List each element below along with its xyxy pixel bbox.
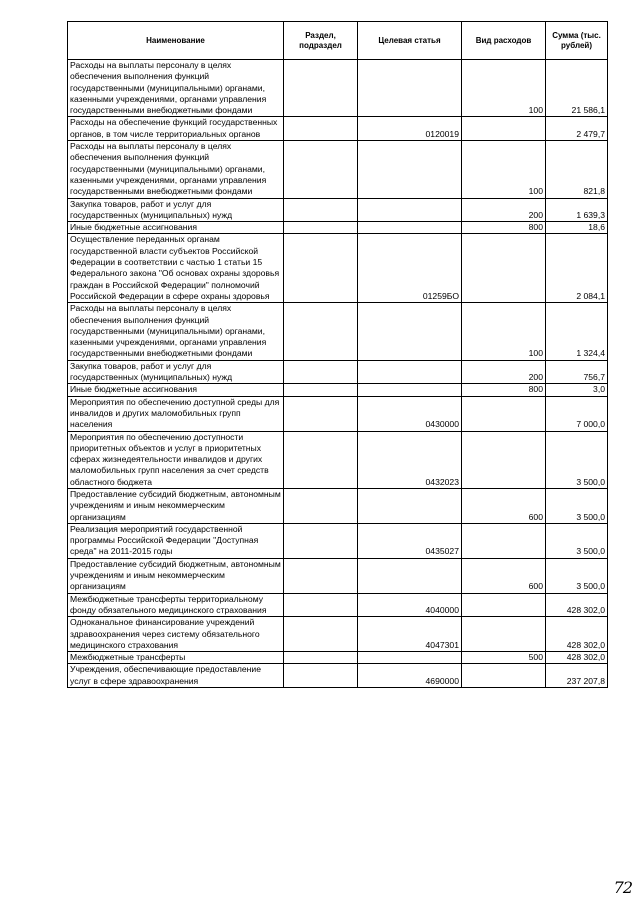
table-row [68,617,608,652]
row-section-cell [284,431,358,488]
row-type-cell: 200 [462,360,546,384]
row-section-cell [284,652,358,664]
row-target-cell [358,60,462,117]
row-sum-cell: 1 324,4 [546,303,608,360]
row-name-cell: Мероприятия по обеспечению доступности приоритетных объектов и услуг в приоритетных сферах жизнедеятельности инвалидов и других маломобильных групп населения за счет средств областного бюджета [68,431,284,488]
row-name-cell: Закупка товаров, работ и услуг для государственных (муниципальных) нужд [68,360,284,384]
row-sum-cell: 2 084,1 [546,234,608,303]
header-section: Раздел, подраздел [284,22,358,60]
row-type-cell [462,431,546,488]
table-body [68,60,608,688]
row-name-cell: Расходы на обеспечение функций государственных органов, в том числе территориальных органов [68,117,284,141]
header-sum: Сумма (тыс. рублей) [546,22,608,60]
row-target-cell [358,652,462,664]
row-name-cell: Межбюджетные трансферты [68,652,284,664]
row-section-cell [284,198,358,222]
table-row [68,234,608,303]
row-section-cell [284,617,358,652]
table-row [68,360,608,384]
row-section-cell [284,558,358,593]
row-target-cell [358,222,462,234]
table-row [68,396,608,431]
row-section-cell [284,117,358,141]
row-type-cell: 100 [462,60,546,117]
row-sum-cell: 3 500,0 [546,558,608,593]
row-name-cell: Расходы на выплаты персоналу в целях обеспечения выполнения функций государственными (муниципальными) органами, казенными учреждениями, органами управления государственными внебюджетными фондами [68,141,284,198]
header-name: Наименование [68,22,284,60]
header-type: Вид расходов [462,22,546,60]
row-target-cell: 01259БО [358,234,462,303]
table-row [68,664,608,688]
row-sum-cell: 3 500,0 [546,431,608,488]
row-section-cell [284,303,358,360]
row-target-cell: 0430000 [358,396,462,431]
row-target-cell [358,384,462,396]
row-section-cell [284,593,358,617]
row-target-cell [358,488,462,523]
header-target: Целевая статья [358,22,462,60]
row-sum-cell: 3 500,0 [546,523,608,558]
row-type-cell: 600 [462,558,546,593]
row-type-cell: 200 [462,198,546,222]
row-name-cell: Одноканальное финансирование учреждений здравоохранения через систему обязательного медицинского страхования [68,617,284,652]
row-type-cell [462,617,546,652]
row-target-cell: 0120019 [358,117,462,141]
row-type-cell: 100 [462,303,546,360]
row-target-cell [358,360,462,384]
row-name-cell: Предоставление субсидий бюджетным, автономным учреждениям и иным некоммерческим организациям [68,558,284,593]
row-name-cell: Учреждения, обеспечивающие предоставление услуг в сфере здравоохранения [68,664,284,688]
row-name-cell: Мероприятия по обеспечению доступной среды для инвалидов и других маломобильных групп населения [68,396,284,431]
row-target-cell [358,303,462,360]
row-sum-cell: 21 586,1 [546,60,608,117]
row-type-cell [462,664,546,688]
row-target-cell: 0432023 [358,431,462,488]
row-name-cell: Расходы на выплаты персоналу в целях обеспечения выполнения функций государственными (муниципальными) органами, казенными учреждениями, органами управления государственными внебюджетными фондами [68,303,284,360]
row-name-cell: Осуществление переданных органам государственной власти субъектов Российской Федерации в соответствии с частью 1 статьи 15 Федерального закона "Об основах охраны здоровья граждан в Российской Федерации" полномочий Российской Федерации в сфере охраны здоровья [68,234,284,303]
row-target-cell [358,558,462,593]
row-name-cell: Реализация мероприятий государственной программы Российской Федерации "Доступная среда" на 2011-2015 годы [68,523,284,558]
row-target-cell: 4047301 [358,617,462,652]
row-sum-cell: 237 207,8 [546,664,608,688]
row-sum-cell: 18,6 [546,222,608,234]
table-row [68,141,608,198]
row-name-cell: Иные бюджетные ассигнования [68,222,284,234]
row-sum-cell: 821,8 [546,141,608,198]
row-target-cell: 4690000 [358,664,462,688]
row-sum-cell: 2 479,7 [546,117,608,141]
row-type-cell [462,117,546,141]
row-section-cell [284,396,358,431]
row-sum-cell: 428 302,0 [546,652,608,664]
table-row [68,523,608,558]
row-sum-cell: 1 639,3 [546,198,608,222]
table-row [68,198,608,222]
row-sum-cell: 428 302,0 [546,593,608,617]
row-type-cell [462,234,546,303]
row-type-cell: 500 [462,652,546,664]
table-header-row [68,22,608,60]
row-target-cell [358,141,462,198]
row-section-cell [284,488,358,523]
row-type-cell: 800 [462,222,546,234]
row-target-cell: 0435027 [358,523,462,558]
row-sum-cell: 3,0 [546,384,608,396]
table-row [68,60,608,117]
row-name-cell: Закупка товаров, работ и услуг для государственных (муниципальных) нужд [68,198,284,222]
row-sum-cell: 3 500,0 [546,488,608,523]
row-section-cell [284,664,358,688]
row-name-cell: Расходы на выплаты персоналу в целях обеспечения выполнения функций государственными (муниципальными) органами, казенными учреждениями, органами управления государственными внебюджетными фондами [68,60,284,117]
row-type-cell [462,523,546,558]
row-target-cell [358,198,462,222]
row-type-cell: 800 [462,384,546,396]
page-number: 72 [613,878,632,897]
row-type-cell [462,593,546,617]
row-target-cell: 4040000 [358,593,462,617]
row-section-cell [284,141,358,198]
table-row [68,117,608,141]
row-section-cell [284,360,358,384]
row-name-cell: Межбюджетные трансферты территориальному фонду обязательного медицинского страхования [68,593,284,617]
table-row [68,593,608,617]
row-type-cell: 600 [462,488,546,523]
row-name-cell: Иные бюджетные ассигнования [68,384,284,396]
table-row [68,558,608,593]
row-section-cell [284,60,358,117]
table-row [68,488,608,523]
table-row [68,652,608,664]
table-row [68,303,608,360]
row-section-cell [284,222,358,234]
row-section-cell [284,234,358,303]
row-type-cell [462,396,546,431]
table-row [68,222,608,234]
row-type-cell: 100 [462,141,546,198]
row-sum-cell: 428 302,0 [546,617,608,652]
row-sum-cell: 7 000,0 [546,396,608,431]
row-section-cell [284,384,358,396]
table-row [68,384,608,396]
row-sum-cell: 756,7 [546,360,608,384]
row-section-cell [284,523,358,558]
budget-table [67,21,608,688]
table-row [68,431,608,488]
row-name-cell: Предоставление субсидий бюджетным, автономным учреждениям и иным некоммерческим организациям [68,488,284,523]
